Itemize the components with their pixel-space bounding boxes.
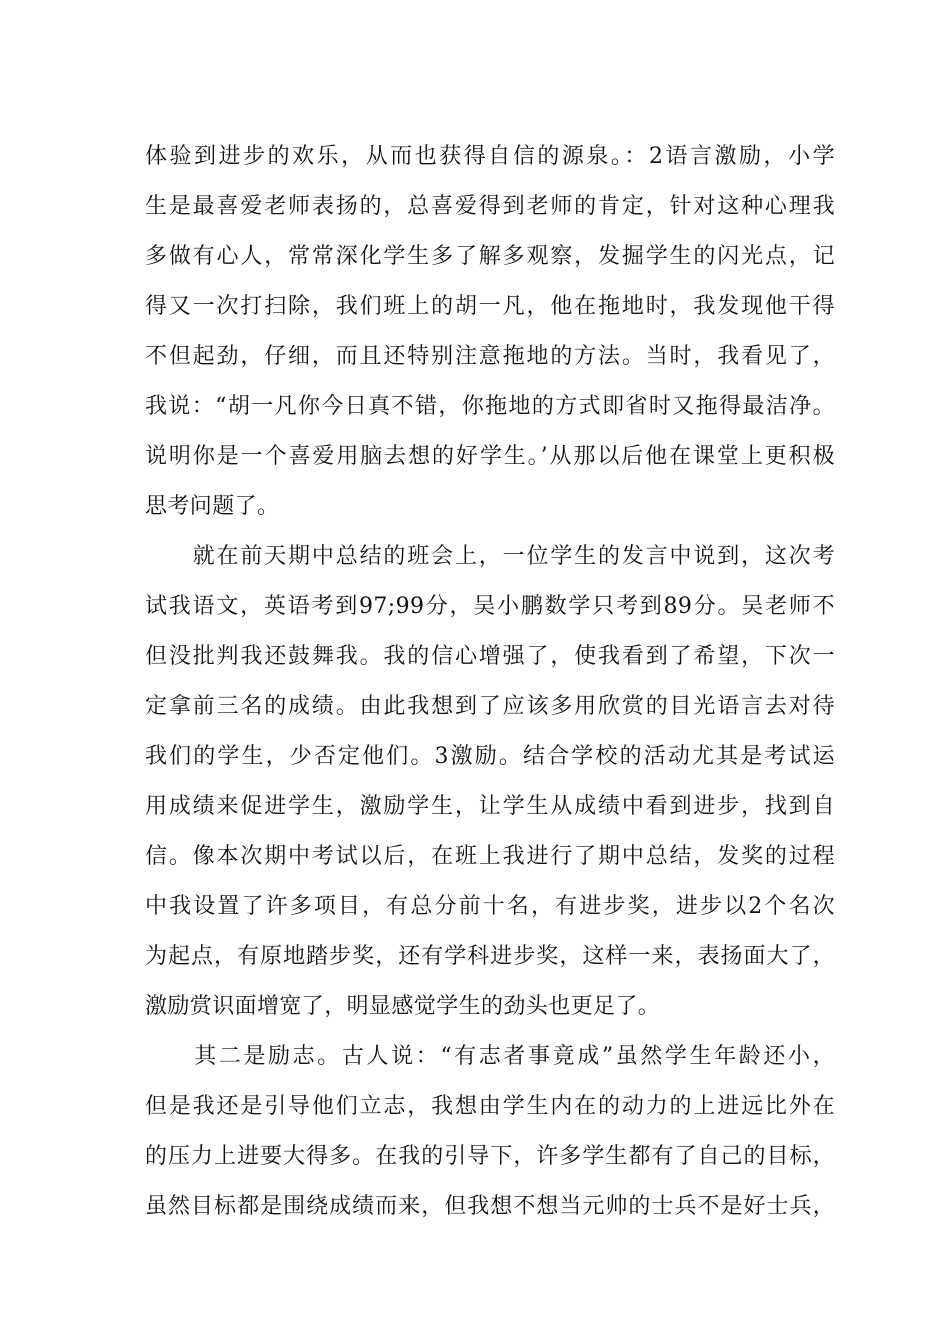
text-line: 为起点，有原地踏步奖，还有学科进步奖，这样一来，表扬面大了， [145, 944, 835, 969]
text-line: 说明你是一个喜爱用脑去想的好学生。’从那以后他在课堂上更积极 [145, 444, 835, 469]
text-line: 的压力上进要大得多。在我的引导下，许多学生都有了自己的目标， [145, 1144, 835, 1169]
text-line: 不但起劲，仔细，而且还特别注意拖地的方法。当时，我看见了， [145, 344, 835, 369]
text-line: 信。像本次期中考试以后，在班上我进行了期中总结，发奖的过程 [145, 844, 835, 869]
text-line: 多做有心人，常常深化学生多了解多观察，发掘学生的闪光点，记 [145, 244, 835, 269]
text-line: 但没批判我还鼓舞我。我的信心增强了，使我看到了希望，下次一 [145, 644, 835, 669]
text-line: 用成绩来促进学生，激励学生，让学生从成绩中看到进步，找到自 [145, 794, 835, 819]
body-text [145, 132, 835, 1232]
text-line: 其二是励志。古人说：“有志者事竟成”虽然学生年龄还小， [145, 1044, 835, 1069]
text-line: 体验到进步的欢乐，从而也获得自信的源泉。：2语言激励，小学 [145, 144, 835, 169]
text-line: 我们的学生，少否定他们。3激励。结合学校的活动尤其是考试运 [145, 744, 835, 769]
text-line: 中我设置了许多项目，有总分前十名，有进步奖，进步以2个名次 [145, 894, 835, 919]
text-line: 得又一次打扫除，我们班上的胡一凡，他在拖地时，我发现他干得 [145, 294, 835, 319]
text-line: 试我语文，英语考到97;99分，吴小鹏数学只考到89分。吴老师不 [145, 594, 835, 619]
text-line: 激励赏识面增宽了，明显感觉学生的劲头也更足了。 [145, 994, 661, 1019]
text-line: 虽然目标都是围绕成绩而来，但我想不想当元帅的士兵不是好士兵， [145, 1194, 835, 1219]
text-line: 我说：“胡一凡你今日真不错，你拖地的方式即省时又拖得最洁净。 [145, 394, 835, 419]
text-line: 但是我还是引导他们立志，我想由学生内在的动力的上进远比外在 [145, 1094, 835, 1119]
text-line: 定拿前三名的成绩。由此我想到了应该多用欣赏的目光语言去对待 [145, 694, 835, 719]
text-line: 思考问题了。 [145, 494, 280, 519]
text-line: 生是最喜爱老师表扬的，总喜爱得到老师的肯定，针对这种心理我 [145, 194, 835, 219]
text-line: 就在前天期中总结的班会上，一位学生的发言中说到，这次考 [145, 544, 835, 569]
